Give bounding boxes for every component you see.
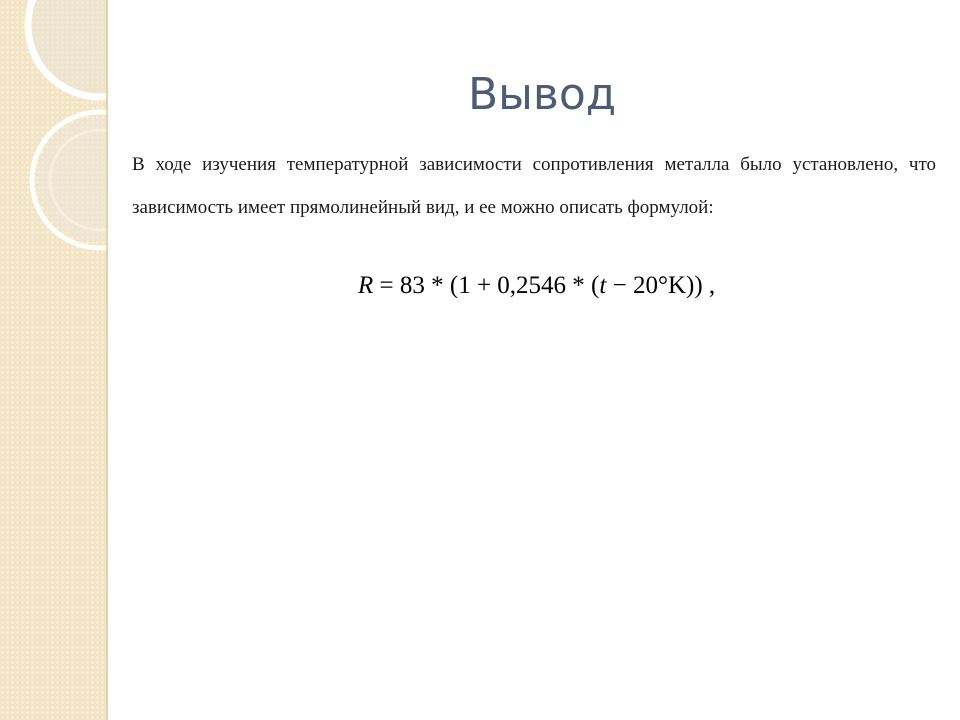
formula-variable-r: R [358,272,374,299]
resistance-formula [358,266,788,306]
side-band-edge [106,0,108,720]
formula-part-coefficients: = 83 * (1 + 0,2546 * ( [373,272,600,299]
decorative-side-band [0,0,106,720]
slide-title: Вывод [468,69,617,120]
conclusion-text: В ходе изучения температурной зависимости сопротивления металла было установлено, что зависимость имеет прямолинейный вид, и ее можно описать формулой: [132,154,936,218]
formula-part-temperature: − 20°K)) , [606,272,716,299]
formula-variable-t: t [599,272,607,299]
decorative-rings-icon [0,0,106,720]
